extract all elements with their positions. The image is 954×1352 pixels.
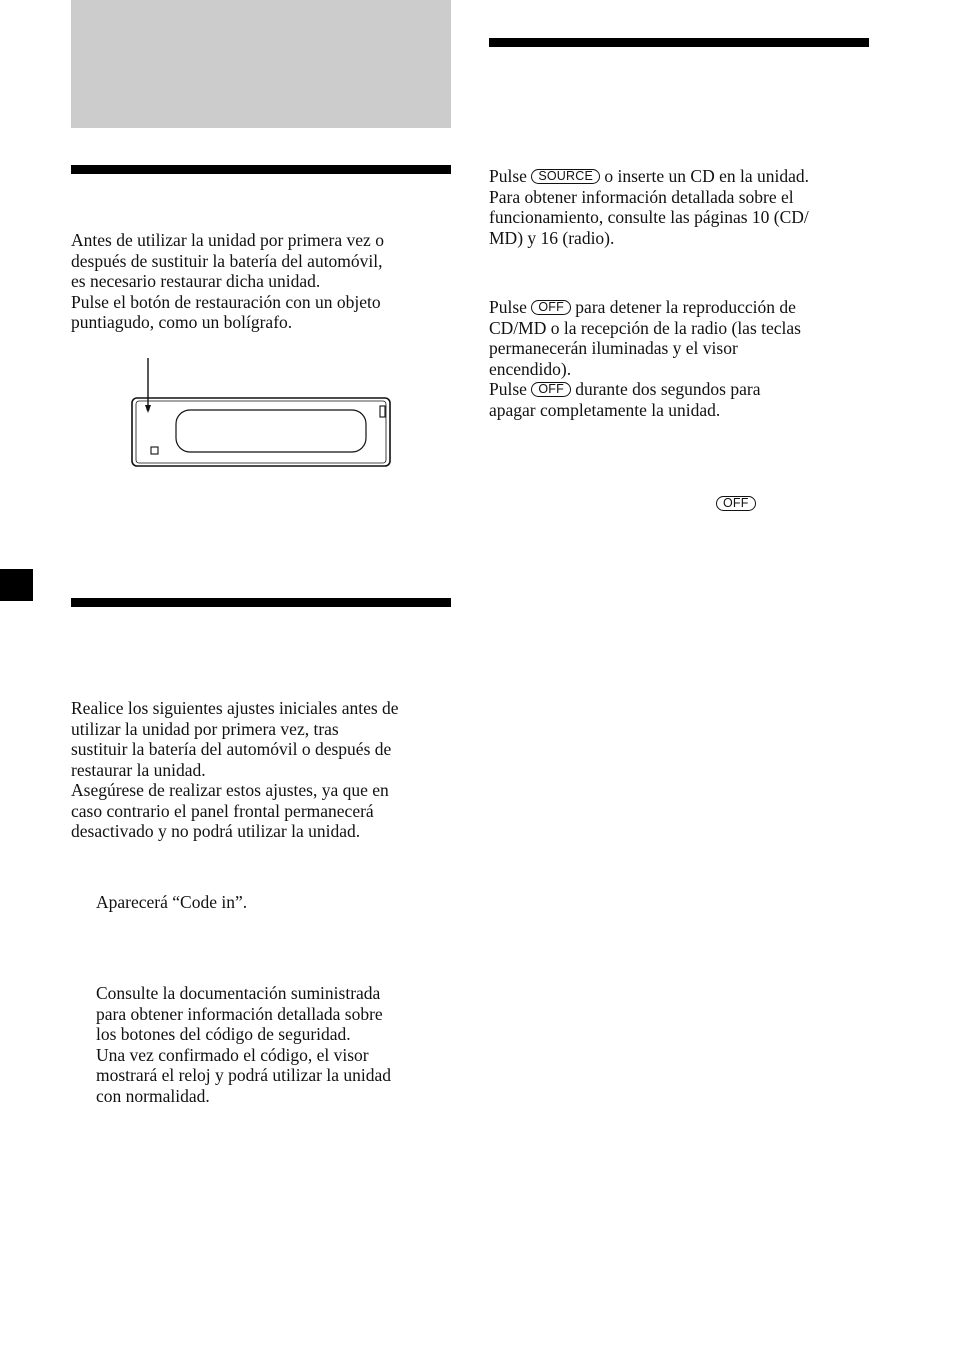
release-button: [380, 406, 385, 417]
panel-outline: [132, 398, 390, 466]
page-section-tab: [0, 569, 33, 601]
step2-line: Una vez confirmado el código, el visor: [96, 1044, 369, 1065]
off-key-label: OFF: [531, 300, 571, 315]
section-rule-power: [489, 38, 869, 47]
reset-button-hole: [146, 407, 149, 410]
step1-paragraph: [96, 892, 247, 913]
setup-line: caso contrario el panel frontal permanecerá: [71, 800, 374, 821]
stop-line-5-rest: durante dos segundos para: [575, 379, 761, 399]
section-title-banner: [71, 0, 451, 128]
stop-line-1: [489, 297, 801, 318]
stop-line-5: [489, 379, 801, 400]
reset-line: Pulse el botón de restauración con un objeto: [71, 291, 381, 312]
off-key-label: OFF: [716, 496, 756, 511]
section-rule-setup: [71, 598, 451, 607]
panel-small-button: [151, 447, 158, 454]
start-line: Para obtener información detallada sobre el: [489, 186, 794, 207]
setup-line: Realice los siguientes ajustes iniciales antes de: [71, 698, 399, 718]
start-line-1-rest: o inserte un CD en la unidad.: [604, 166, 809, 186]
start-paragraph: [489, 166, 809, 248]
stop-line-1-rest: para detener la reproducción de: [575, 297, 796, 317]
pulse-word: Pulse: [489, 166, 527, 186]
setup-line: restaurar la unidad.: [71, 759, 206, 780]
stop-paragraph: [489, 297, 801, 420]
step1-line: Aparecerá “Code in”.: [96, 892, 248, 912]
step2-paragraph: [96, 983, 391, 1106]
setup-intro-paragraph: [71, 698, 399, 842]
front-panel-illustration: [128, 355, 394, 471]
off-key-callout: [716, 496, 756, 514]
step2-line: con normalidad.: [96, 1085, 210, 1106]
setup-line: sustituir la batería del automóvil o después de: [71, 739, 392, 759]
reset-paragraph: [71, 230, 384, 333]
off-key-label: OFF: [531, 382, 571, 397]
section-rule-reset: [71, 165, 451, 174]
reset-line: Antes de utilizar la unidad por primera vez o: [71, 230, 384, 250]
start-line: MD) y 16 (radio).: [489, 227, 615, 248]
step2-line: para obtener información detallada sobre: [96, 1003, 383, 1024]
step2-line: los botones del código de seguridad.: [96, 1024, 351, 1044]
pulse-word: Pulse: [489, 297, 527, 317]
setup-line: desactivado y no podrá utilizar la unidad.: [71, 821, 361, 841]
pulse-word: Pulse: [489, 379, 527, 399]
stop-line: CD/MD o la recepción de la radio (las teclas: [489, 317, 801, 338]
reset-line: puntiagudo, como un bolígrafo.: [71, 312, 293, 332]
step2-line: mostrará el reloj y podrá utilizar la unidad: [96, 1065, 391, 1085]
setup-line: Asegúrese de realizar estos ajustes, ya que en: [71, 780, 389, 800]
step2-line: Consulte la documentación suministrada: [96, 983, 381, 1003]
stop-line: permanecerán iluminadas y el visor: [489, 338, 738, 358]
source-key-label: SOURCE: [531, 169, 600, 184]
start-line: funcionamiento, consulte las páginas 10 (CD/: [489, 207, 809, 227]
stop-line: apagar completamente la unidad.: [489, 399, 721, 420]
display-window: [176, 410, 366, 452]
start-line-1: [489, 166, 809, 187]
setup-line: utilizar la unidad por primera vez, tras: [71, 718, 339, 739]
reset-line: después de sustituir la batería del automóvil,: [71, 250, 383, 271]
stop-line: encendido).: [489, 358, 572, 379]
reset-line: es necesario restaurar dicha unidad.: [71, 271, 321, 291]
